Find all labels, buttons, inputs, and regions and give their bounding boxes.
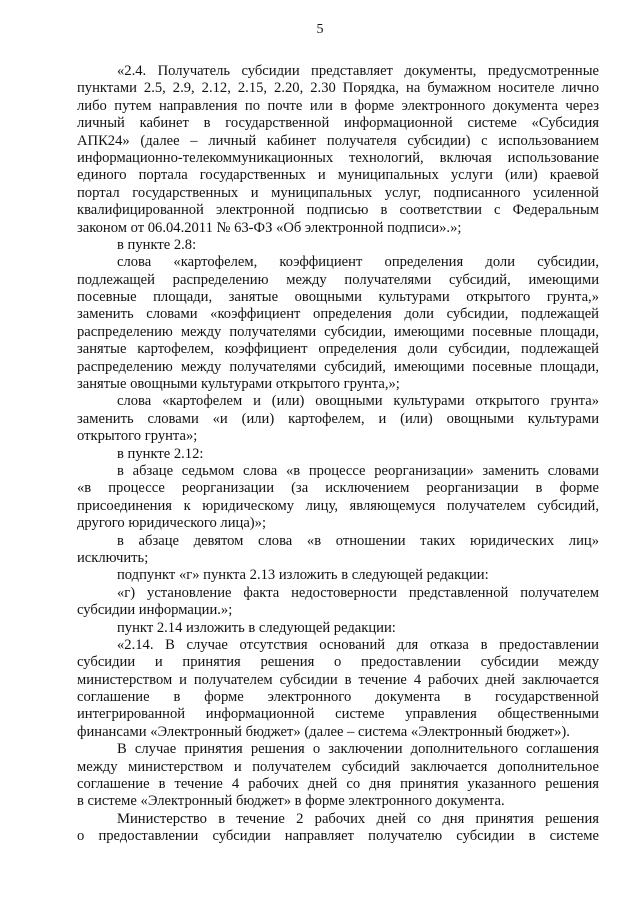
text-line: пунктами 2.5, 2.9, 2.12, 2.15, 2.20, 2.30 Порядка, на бумажном носителе лично <box>77 80 599 97</box>
text-line: между министерством и получателем субсидий заключается дополнительное <box>77 758 599 775</box>
text-line: либо путем направления по почте или в форме электронного документа через <box>77 97 599 114</box>
text-line: единого портала государственных и муниципальных услуги (или) краевой <box>77 167 599 184</box>
text-line: подлежащей распределению между получателями субсидий, имеющими <box>77 271 599 288</box>
text-line: в абзаце седьмом слова «в процессе реорганизации» заменить словами <box>117 462 599 479</box>
text-line: другого юридического лица)»; <box>77 515 267 532</box>
text-line: субсидии и принятия решения о предоставлении субсидии между <box>77 654 599 671</box>
text-line: в абзаце девятом слова «в отношении таких юридических лиц» <box>117 532 599 549</box>
text-line: в системе «Электронный бюджет» в форме электронного документа. <box>77 793 505 810</box>
text-line: заменить словами «и (или) картофелем, и (или) овощными культурами <box>77 410 599 427</box>
text-line: исключить; <box>77 549 149 566</box>
text-line: «2.14. В случае отсутствия оснований для отказа в предоставлении <box>117 636 599 653</box>
text-line: информационно-телекоммуникационных технологий, включая использование <box>77 149 599 166</box>
page-number: 5 <box>316 22 324 37</box>
text-line: АПК24» (далее – личный кабинет получателя субсидии) с использованием <box>77 132 599 149</box>
text-line: присоединения к юридическому лицу, являющемуся получателем субсидий, <box>77 497 599 514</box>
text-line: занятые картофелем, коэффициент определения доли субсидии, подлежащей <box>77 341 599 358</box>
text-line: законом от 06.04.2011 № 63-ФЗ «Об электронной подписи».»; <box>77 219 462 236</box>
text-line: соглашение в течение 4 рабочих дней со дня принятия указанного решения <box>77 776 599 793</box>
text-line: посевные площади, занятые овощными культурами открытого грунта,» <box>77 289 599 306</box>
text-line: «г) установление факта недостоверности представленной получателем <box>117 584 599 601</box>
text-line: подпункт «г» пункта 2.13 изложить в следующей редакции: <box>117 567 489 584</box>
text-line: портал государственных и муниципальных услуг, подписанного усиленной <box>77 184 599 201</box>
text-line: «2.4. Получатель субсидии представляет документы, предусмотренные <box>117 63 599 79</box>
text-line: распределению между получателями субсидий, имеющими посевные площади, <box>77 358 599 375</box>
text-line: распределению между получателями субсидии, имеющими посевные площади, <box>77 323 599 340</box>
text-line: о предоставлении субсидии направляет получателю субсидии в системе <box>77 828 599 845</box>
text-line: пункт 2.14 изложить в следующей редакции: <box>117 619 396 636</box>
text-line: открытого грунта»; <box>77 428 198 445</box>
text-line: личный кабинет в государственной информационной системе «Субсидия <box>77 115 599 132</box>
text-line: слова «картофелем, коэффициент определения доли субсидии, <box>117 254 599 271</box>
document-body <box>77 63 599 846</box>
text-line: В случае принятия решения о заключении дополнительного соглашения <box>117 741 599 758</box>
text-line: субсидии информации.»; <box>77 602 233 619</box>
text-line: в пункте 2.12: <box>117 445 204 462</box>
text-line: Министерство в течение 2 рабочих дней со дня принятия решения <box>117 810 599 827</box>
text-line: соглашение в форме электронного документа в государственной <box>77 689 599 706</box>
text-line: министерством и получателем субсидии в течение 4 рабочих дней заключается <box>77 671 599 688</box>
text-line: квалифицированной электронной подписью в соответствии с Федеральным <box>77 202 599 219</box>
text-line: занятые овощными культурами открытого грунта,»; <box>77 376 400 393</box>
text-line: заменить словами «коэффициент определения доли субсидии, подлежащей <box>77 306 599 323</box>
text-line: интегрированной информационной системе управления общественными <box>77 706 599 723</box>
text-line: финансами «Электронный бюджет» (далее – система «Электронный бюджет»). <box>77 723 570 740</box>
text-line: в пункте 2.8: <box>117 236 197 253</box>
text-line: слова «картофелем и (или) овощными культурами открытого грунта» <box>117 393 599 410</box>
text-line: «в процессе реорганизации (за исключением реорганизации в форме <box>77 480 599 497</box>
